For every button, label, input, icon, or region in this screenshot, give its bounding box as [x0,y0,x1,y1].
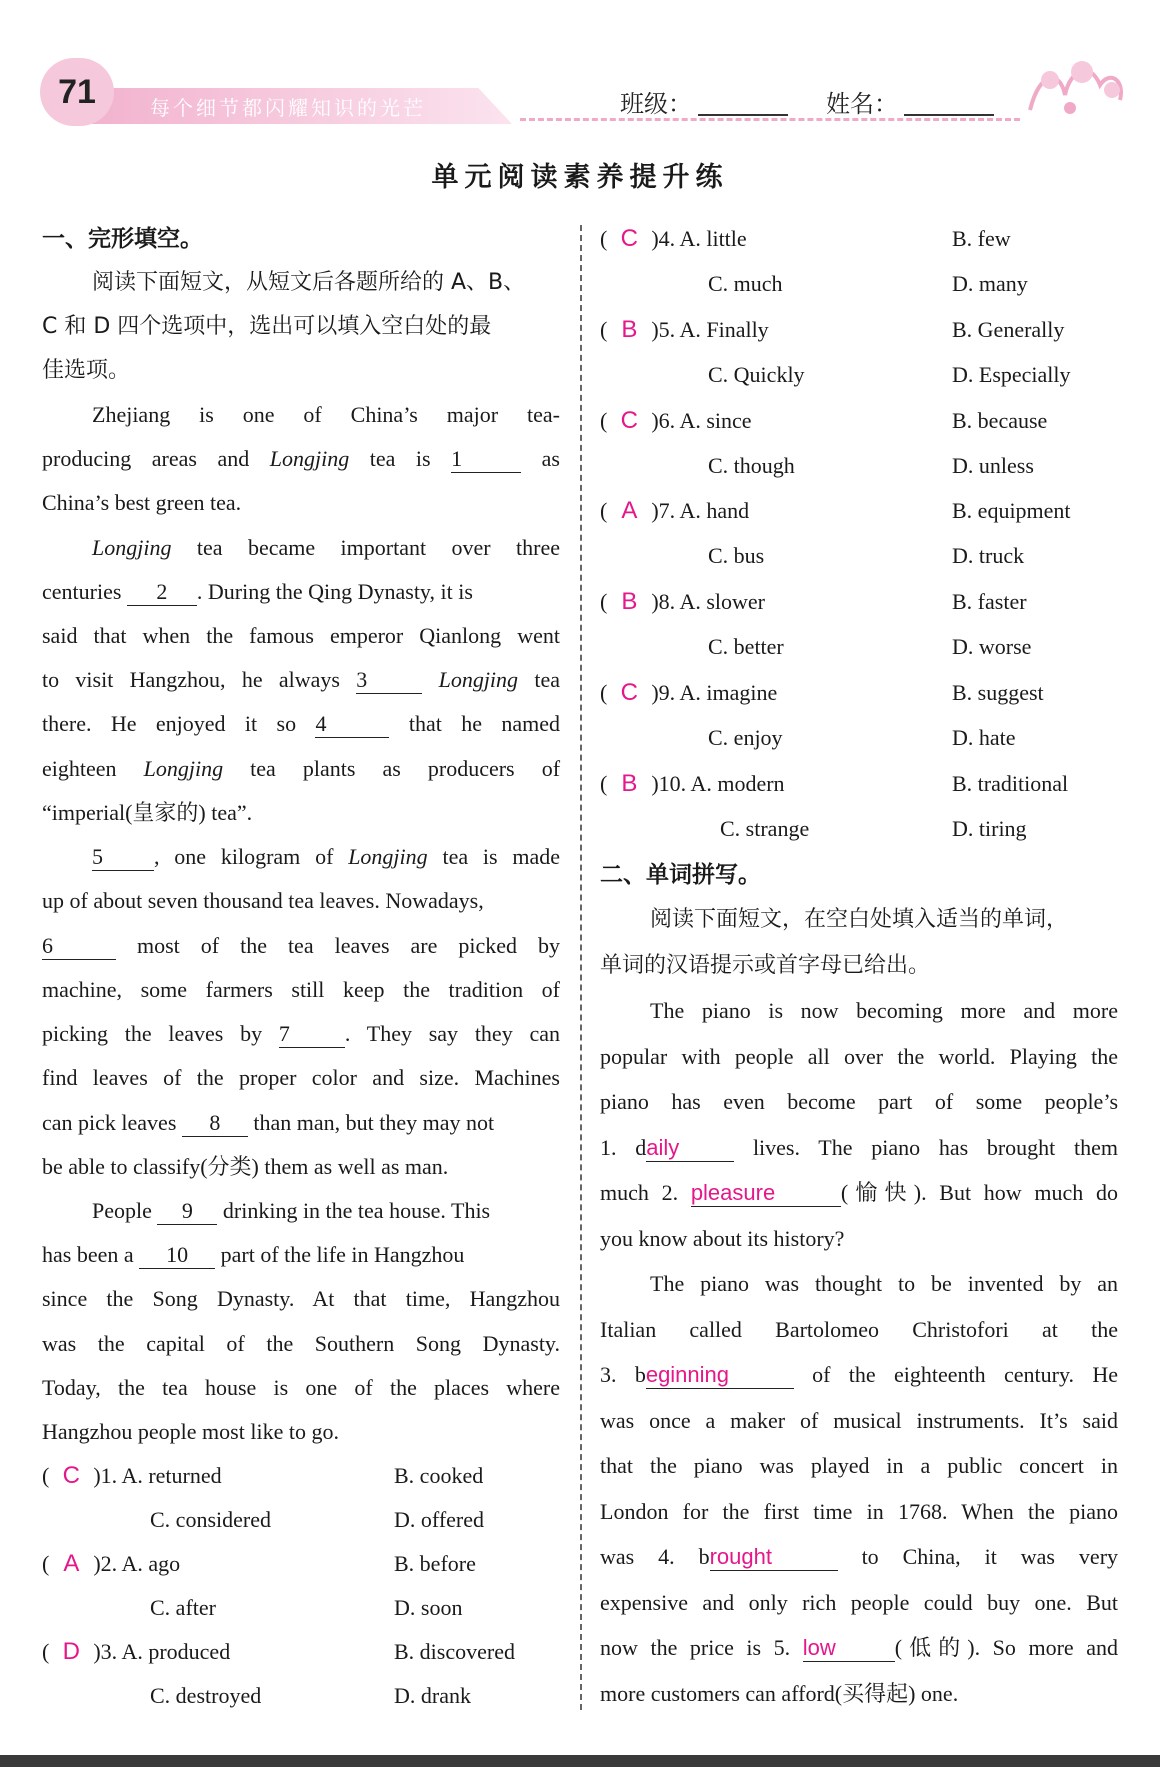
column-divider [580,225,582,1710]
passage-line: “imperial(皇家的) tea”. [42,800,253,825]
option-c: C. better [708,634,784,659]
option-d: D. offered [394,1507,484,1532]
passage-line: was the capital of the Southern Song Dynasty. [42,1331,560,1356]
cloze-blank: 6 [42,933,116,960]
header-motto: 每个细节都闪耀知识的光芒 [150,96,426,120]
passage-line: be able to classify(分类) them as well as man. [42,1154,449,1179]
passage-line: machine, some farmers still keep the tradition of [42,977,560,1002]
option-b: B. Generally [952,317,1065,342]
passage-line: Hangzhou people most like to go. [42,1419,339,1444]
passage-line: more customers can afford(买得起) one. [600,1681,959,1706]
passage-line: was once a maker of musical instruments. It’s said [600,1408,1118,1433]
passage-line: find leaves of the proper color and size. Machines [42,1065,560,1090]
option-d: D. tiring [952,816,1027,841]
passage-line: piano has even become part of some people’s [600,1089,1118,1114]
answer-letter: B [621,316,638,343]
section1-heading: 一、完形填空。 [42,226,203,252]
option-c: C. destroyed [150,1683,262,1708]
passage-line: centuries 2 . During the Qing Dynasty, it is [42,579,473,604]
spelling-answer: aily [646,1135,734,1162]
passage-line: 5 , one kilogram of Longjing tea is made [92,844,560,869]
passage-line: producing areas and Longjing tea is 1 as [42,446,560,471]
passage-line: eighteen Longjing tea plants as producers of [42,756,561,781]
header-dashed-line [520,118,1020,121]
section2-instruction: 阅读下面短文，在空白处填入适当的单词， [650,907,1069,932]
option-c: C. much [708,271,783,296]
passage-line: you know about its history? [600,1226,845,1251]
passage-line: popular with people all over the world. Playing the [600,1044,1118,1069]
question-row: ( C )4. A. little [600,225,747,252]
cloze-blank: 4 [315,711,389,738]
option-d: D. hate [952,725,1016,750]
passage-line: 1. daily lives. The piano has brought them [600,1135,1118,1160]
section2-instruction: 单词的汉语提示或首字母已给出。 [600,953,931,978]
passage-line: Italian called Bartolomeo Christofori at the [600,1317,1118,1342]
option-c: C. considered [150,1507,271,1532]
option-b: B. few [952,226,1011,251]
option-b: B. because [952,408,1048,433]
cloze-blank: 8 [182,1110,248,1137]
passage-line: 3. beginning of the eighteenth century. He [600,1362,1118,1387]
question-row: ( D )3. A. produced [42,1638,231,1665]
passage-line: 6 most of the tea leaves are picked by [42,933,560,958]
answer-letter: C [62,1462,80,1489]
cloze-blank: 5 [92,844,154,871]
option-b: B. faster [952,589,1027,614]
spelling-answer: rought [710,1544,838,1571]
option-c: C. though [708,453,795,478]
class-blank [698,112,788,116]
question-row: ( C )1. A. returned [42,1462,222,1489]
answer-letter: C [620,679,638,706]
option-b: B. cooked [394,1463,484,1488]
section2-heading: 二、单词拼写。 [600,862,761,888]
passage-line: has been a 10 part of the life in Hangzhou [42,1242,465,1267]
answer-letter: D [62,1638,80,1665]
answer-letter: C [620,407,638,434]
passage-line: picking the leaves by 7 . They say they can [42,1021,560,1046]
cloze-blank: 9 [157,1198,217,1225]
option-c: C. Quickly [708,362,805,387]
passage-line: to visit Hangzhou, he always 3 Longjing tea [42,667,560,692]
answer-letter: B [621,770,638,797]
option-c: C. bus [708,543,765,568]
passage-line: that the piano was played in a public concert in [600,1453,1118,1478]
page-number: 71 [40,58,114,126]
spelling-answer: pleasure [691,1180,841,1207]
question-row: ( B )8. A. slower [600,588,765,615]
question-row: ( A )2. A. ago [42,1550,181,1577]
passage-line: The piano was thought to be invented by an [650,1271,1118,1296]
cloze-blank: 7 [279,1021,345,1048]
section1-instruction: C 和 D 四个选项中，选出可以填入空白处的最 [42,314,492,339]
passage-line: expensive and only rich people could buy one. But [600,1590,1118,1615]
option-b: B. before [394,1551,476,1576]
passage-line: there. He enjoyed it so 4 that he named [42,711,561,736]
spelling-answer: eginning [646,1362,794,1389]
spelling-answer: low [803,1635,895,1662]
passage-line: The piano is now becoming more and more [650,998,1118,1023]
question-row: ( A )7. A. hand [600,497,750,524]
option-b: B. suggest [952,680,1044,705]
passage-line: was 4. brought to China, it was very [600,1544,1119,1569]
option-d: D. many [952,271,1028,296]
passage-line: since the Song Dynasty. At that time, Hangzhou [42,1286,560,1311]
name-blank [904,112,994,116]
page-title: 单元阅读素养提升练 [431,162,729,193]
question-row: ( C )6. A. since [600,407,752,434]
answer-letter: B [621,588,638,615]
cloze-blank: 1 [451,446,521,473]
option-c: C. strange [720,816,810,841]
bottom-edge-bar [0,1755,1160,1767]
passage-line: said that when the famous emperor Qianlong went [42,623,560,648]
answer-letter: A [621,497,638,524]
option-d: D. unless [952,453,1034,478]
passage-line: London for the first time in 1768. When the piano [600,1499,1118,1524]
option-b: B. traditional [952,771,1069,796]
passage-line: People 9 drinking in the tea house. This [92,1198,491,1223]
option-c: C. enjoy [708,725,783,750]
passage-line: Today, the tea house is one of the places where [42,1375,560,1400]
cloze-blank: 3 [356,667,422,694]
option-d: D. Especially [952,362,1071,387]
flower-ornament-icon [1020,50,1130,130]
option-c: C. after [150,1595,216,1620]
question-row: ( C )9. A. imagine [600,679,778,706]
class-label: 班级： [620,90,692,118]
option-d: D. truck [952,543,1025,568]
passage-line: now the price is 5. low (低的). So more and [600,1635,1119,1660]
name-label: 姓名： [826,90,898,118]
section1-instruction: 阅读下面短文，从短文后各题所给的 A、B、 [92,270,526,295]
option-b: B. equipment [952,498,1071,523]
passage-line: Zhejiang is one of China’s major tea- [92,402,560,427]
answer-letter: C [620,225,638,252]
passage-line: up of about seven thousand tea leaves. Nowadays, [42,888,484,913]
answer-letter: A [63,1550,80,1577]
question-row: ( B )10. A. modern [600,770,785,797]
cloze-blank: 2 [127,579,197,606]
cloze-blank: 10 [139,1242,215,1269]
passage-line: Longjing tea became important over three [92,535,560,560]
passage-line: China’s best green tea. [42,490,242,515]
option-d: D. worse [952,634,1032,659]
question-row: ( B )5. A. Finally [600,316,769,343]
option-d: D. drank [394,1683,471,1708]
passage-line: much 2. pleasure (愉快). But how much do [600,1180,1118,1205]
passage-line: can pick leaves 8 than man, but they may not [42,1110,495,1135]
option-d: D. soon [394,1595,463,1620]
option-b: B. discovered [394,1639,515,1664]
section1-instruction: 佳选项。 [42,358,131,383]
